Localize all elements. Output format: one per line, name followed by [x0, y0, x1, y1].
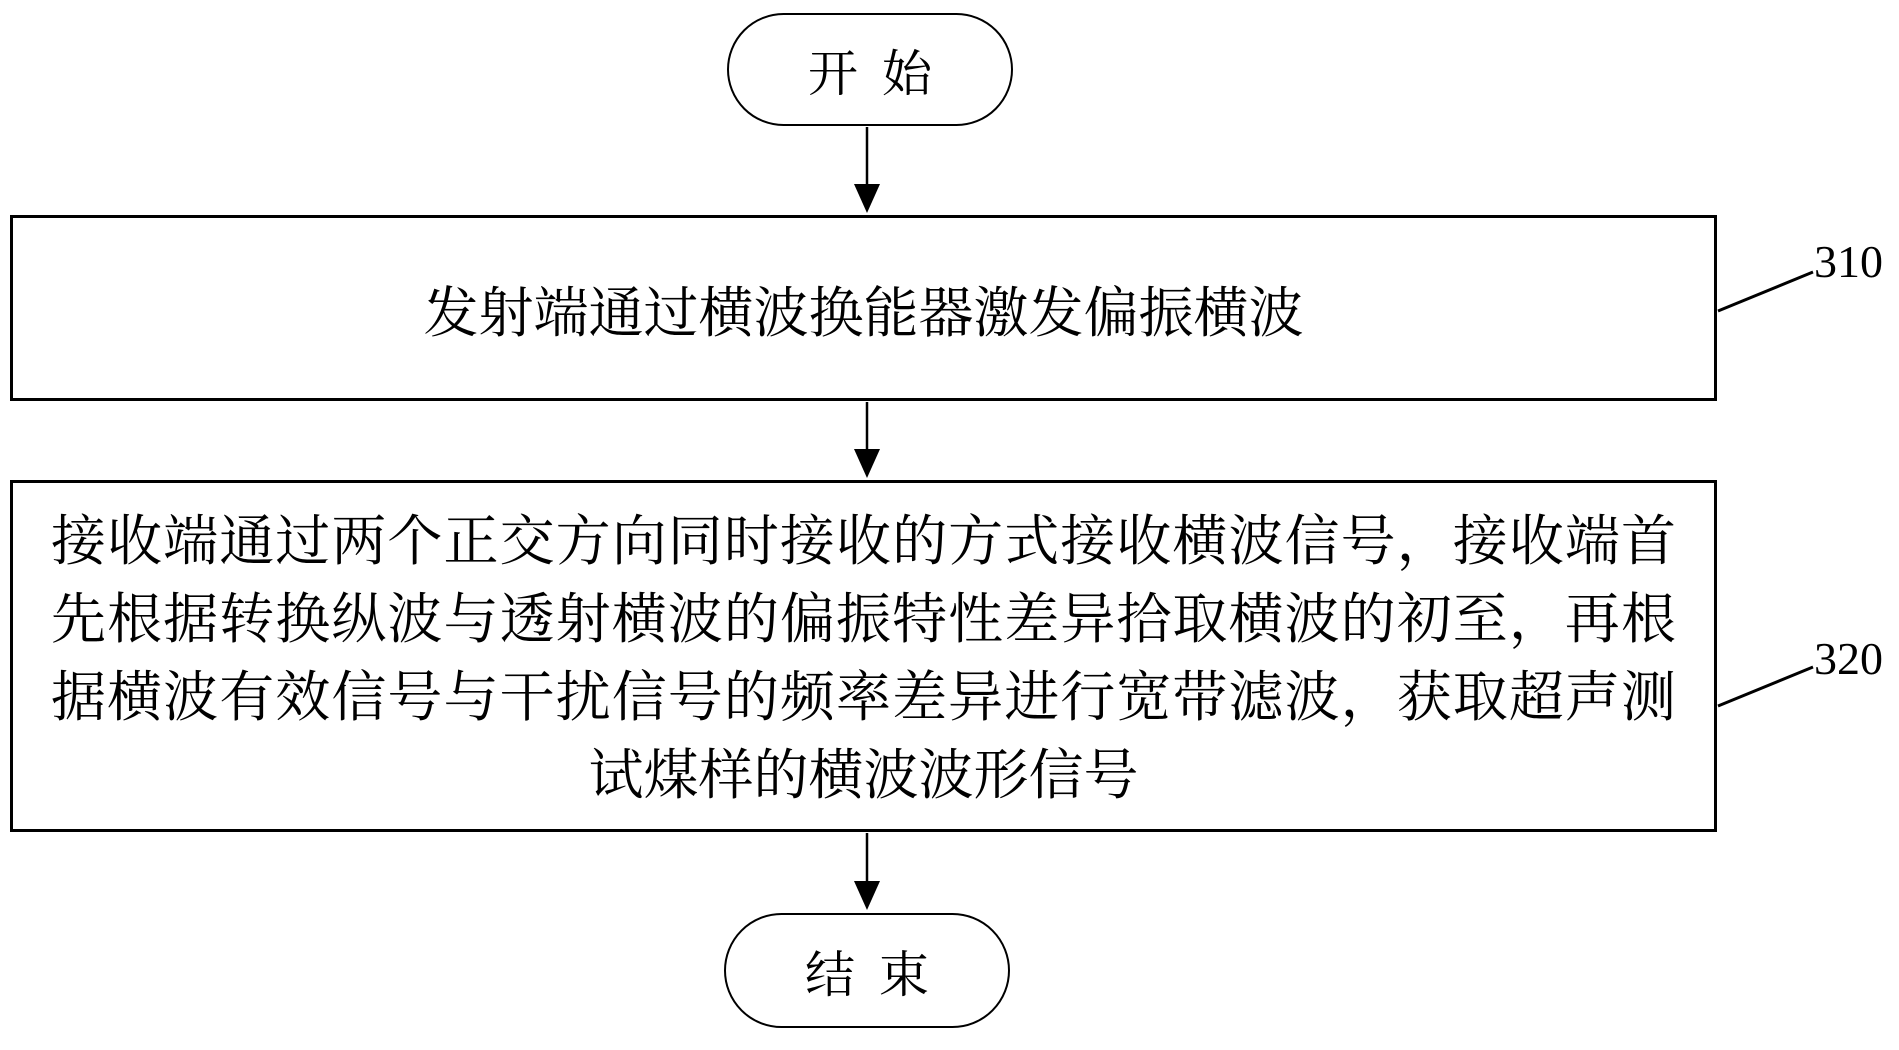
step-320-text-line-2: 先根据转换纵波与透射横波的偏振特性差异拾取横波的初至，再根: [51, 589, 1676, 650]
start-node-label: 开始: [808, 45, 956, 102]
arrow-310-to-320-head-icon: [854, 449, 880, 478]
step-310-ref-label: 310: [1814, 236, 1883, 287]
step-320-ref-label: 320: [1814, 633, 1883, 684]
arrow-320-to-end-head-icon: [854, 881, 880, 910]
step-320-box: [10, 480, 1717, 832]
step-310-text: 发射端通过横波换能器激发偏振横波: [423, 282, 1304, 344]
end-node-label: 结束: [805, 946, 953, 1003]
start-node: [727, 13, 1013, 126]
leader-line-320: [1718, 667, 1813, 706]
step-310-box: [10, 215, 1717, 401]
step-320-text-line-3: 据横波有效信号与干扰信号的频率差异进行宽带滤波，获取超声测: [51, 667, 1676, 728]
step-320-text-line-1: 接收端通过两个正交方向同时接收的方式接收横波信号，接收端首: [51, 511, 1676, 572]
arrow-start-to-310-head-icon: [854, 184, 880, 213]
step-320-text-line-4: 试煤样的横波波形信号: [588, 745, 1139, 806]
end-node: [724, 913, 1010, 1028]
leader-line-310: [1718, 272, 1813, 311]
